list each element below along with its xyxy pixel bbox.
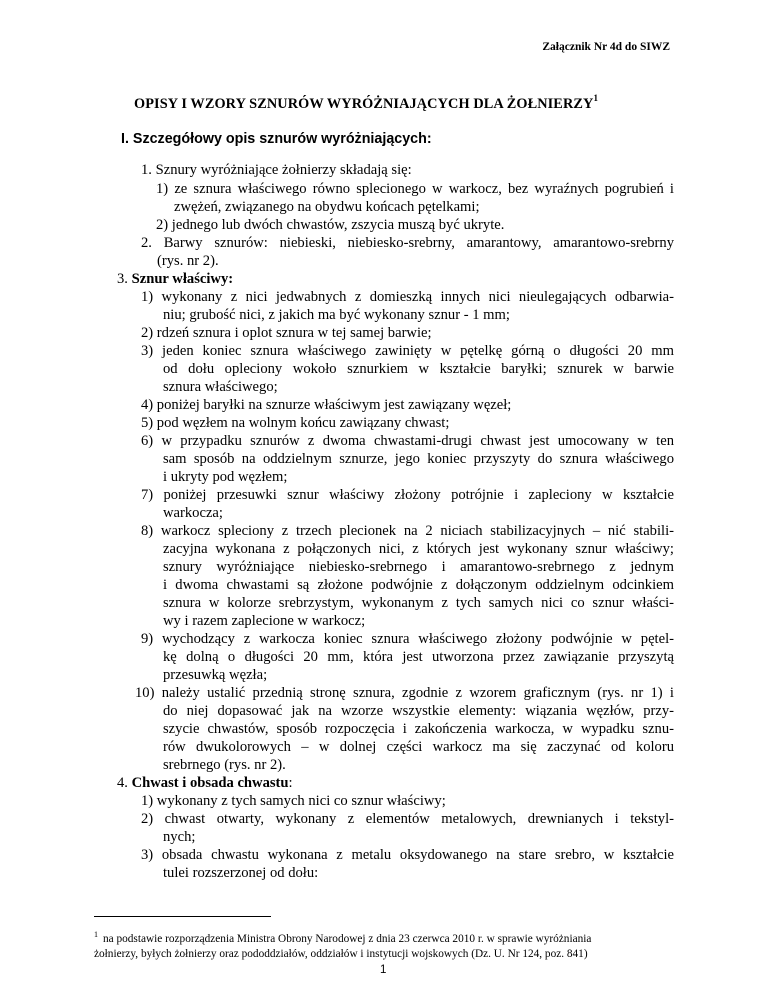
list-item: szycie chwastów, sposób rozpoczęcia i zakończenia warkocza, w wypadku sznu- [163,721,674,737]
list-number: 3. [117,271,128,287]
footnote-line: na podstawie rozporządzenia Ministra Obrony Narodowej z dnia 23 czerwca 2010 r. w sprawie wyróżniania [103,933,592,945]
list-item: 3) obsada chwastu wykonana z metalu oksydowanego na stare srebro, w kształcie [141,847,674,863]
list-item: od dołu opleciony wokoło sznurkiem w kształcie baryłki; sznurek w barwie [163,361,674,377]
footnote-mark: 1 [94,930,98,939]
list-item: sam sposób na oddzielnym sznurze, jego koniec przyszyty do sznura właściwego [163,451,674,467]
list-item: tulei rozszerzonej od dołu: [163,865,319,881]
list-item: sznury wyróżniające niebiesko-srebrnego i amarantowo-srebrnego z jednym [163,559,674,575]
list-item: 2) chwast otwarty, wykonany z elementów metalowych, drewnianych i tekstyl- [141,811,674,827]
list-item: przesuwką węzła; [163,667,268,683]
list-item: srebrnego (rys. nr 2). [163,757,286,773]
document-title [134,94,598,113]
list-item: zwężeń, związanego na obydwu końcach pętelkami; [174,199,480,215]
list-item: (rys. nr 2). [157,253,219,269]
list-item: niu; grubość nici, z jakich ma być wykonany sznur - 1 mm; [163,307,510,323]
list-number: 4. [117,775,128,791]
list-item: 1. Sznury wyróżniające żołnierzy składają się: [141,162,412,178]
list-item: 10) należy ustalić przednią stronę sznura, zgodnie z wzorem graficznym (rys. nr 1) i [135,685,674,701]
list-item: 2) rdzeń sznura i oplot sznura w tej samej barwie; [141,325,432,341]
list-item: rów dwukolorowych – w dolnej części warkocz ma się zaczynać od koloru [163,739,674,755]
list-item: zacyjna wykonana z połączonych nici, z których jest wykonany sznur właściwy; [163,541,674,557]
list-item: 9) wychodzący z warkocza koniec sznura właściwego złożony podwójnie w pętel- [141,631,674,647]
list-item: 1) wykonany z nici jedwabnych z domieszką innych nici nieulegających odbarwia- [141,289,674,305]
list-item: i ukryty pod węzłem; [163,469,288,485]
title-text: OPISY I WZORY SZNURÓW WYRÓŻNIAJĄCYCH DLA ŻOŁNIERZY [134,95,594,112]
list-item: sznura właściwego; [163,379,278,395]
list-heading-text: Sznur właściwy: [131,271,234,287]
list-item: sznura w kolorze srebrzystym, wykonanym z tych samych nici co sznur właści- [163,595,674,611]
list-item: 2. Barwy sznurów: niebieski, niebiesko-srebrny, amarantowy, amarantowo-srebrny [141,235,674,251]
list-item: 1) wykonany z tych samych nici co sznur właściwy; [141,793,446,809]
list-item: nych; [163,829,196,845]
list-item: 7) poniżej przesuwki sznur właściwy złożony potrójnie i zapleciony w kształcie [141,487,674,503]
list-item: 4) poniżej baryłki na sznurze właściwym jest zawiązany węzeł; [141,397,512,413]
list-item: i dwoma chwastami są złożone podwójnie z dołączonym oddzielnym odcinkiem [163,577,674,593]
list-item: 8) warkocz spleciony z trzech plecionek na 2 niciach stabilizacyjnych – nić stabili- [141,523,674,539]
list-heading-colon: : [288,775,293,791]
section-heading: I. Szczegółowy opis sznurów wyróżniających: [121,131,432,147]
footnote-line: żołnierzy, byłych żołnierzy oraz pododdziałów, oddziałów i instytucji wojskowych (Dz. U. Nr 124, poz. 841) [94,948,588,960]
list-item: do niej dopasować jak na wzorze wszystkie elementy: wiązania węzłów, przy- [163,703,674,719]
list-item: 2) jednego lub dwóch chwastów, zszycia muszą być ukryte. [156,217,505,233]
list-item: 1) ze sznura właściwego równo splecionego w warkocz, bez wyraźnych pogrubień i [156,181,674,197]
footnote-separator [94,916,271,917]
list-item: wy i razem zaplecione w warkocz; [163,613,366,629]
page-number: 1 [380,964,387,976]
list-item: 3) jeden koniec sznura właściwego zawinięty w pętelkę górną o długości 20 mm [141,343,674,359]
list-heading [117,774,293,792]
list-item: warkocza; [163,505,223,521]
title-footnote-ref: 1 [593,93,599,103]
list-item: 6) w przypadku sznurów z dwoma chwastami-drugi chwast jest umocowany w ten [141,433,674,449]
annex-header: Załącznik Nr 4d do SIWZ [542,41,670,53]
list-heading-text: Chwast i obsada chwastu [131,775,289,791]
list-heading [117,270,233,288]
list-item: kę dolną o długości 20 mm, która jest utworzona przez zawiązanie przyszytą [163,649,674,665]
list-item: 5) pod węzłem na wolnym końcu zawiązany chwast; [141,415,450,431]
